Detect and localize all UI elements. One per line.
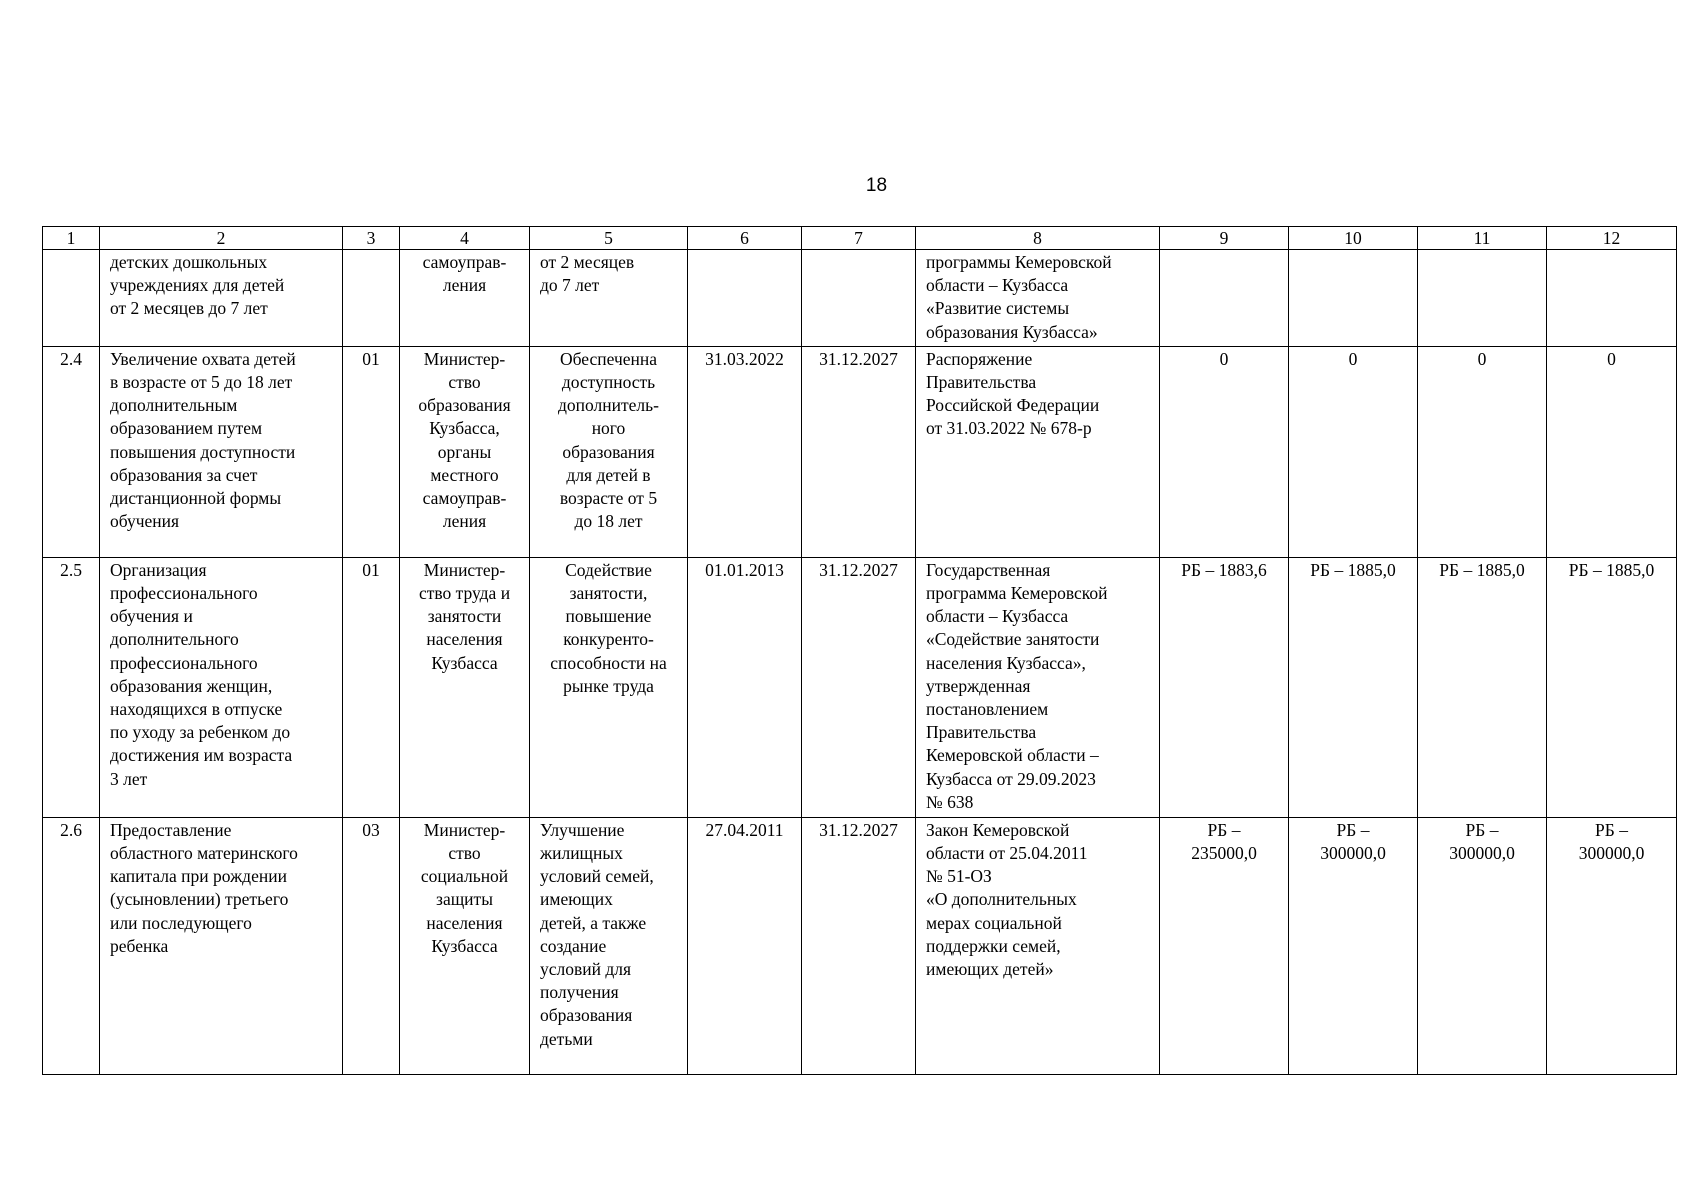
expected-result-cell: Обеспеченна доступность дополнитель- ного образования для детей в возрасте от 5 до 18 лет [530, 346, 688, 557]
funding-cell: РБ – 1885,0 [1418, 557, 1547, 817]
code-cell: 01 [343, 557, 400, 817]
column-number-cell: 9 [1160, 227, 1289, 250]
code-cell: 01 [343, 346, 400, 557]
start-date-cell [688, 250, 802, 347]
basis-document-cell: Закон Кемеровской области от 25.04.2011 № 51-ОЗ «О дополнительных мерах социальной поддержки семей, имеющих детей» [916, 817, 1160, 1074]
measure-name-cell: Предоставление областного материнского капитала при рождении (усыновлении) третьего или последующего ребенка [100, 817, 343, 1074]
table-row-2-6 [43, 817, 1677, 1074]
funding-cell: 0 [1160, 346, 1289, 557]
funding-cell: РБ – 1885,0 [1289, 557, 1418, 817]
measure-name-cell: Увеличение охвата детей в возрасте от 5 до 18 лет дополнительным образованием путем повышения доступности образования за счет дистанционной формы обучения [100, 346, 343, 557]
basis-document-cell: Распоряжение Правительства Российской Федерации от 31.03.2022 № 678-р [916, 346, 1160, 557]
funding-cell: РБ – 300000,0 [1289, 817, 1418, 1074]
funding-cell: РБ – 300000,0 [1418, 817, 1547, 1074]
column-number-cell: 2 [100, 227, 343, 250]
end-date-cell: 31.12.2027 [802, 817, 916, 1074]
basis-document-cell: программы Кемеровской области – Кузбасса «Развитие системы образования Кузбасса» [916, 250, 1160, 347]
end-date-cell: 31.12.2027 [802, 346, 916, 557]
column-number-cell: 11 [1418, 227, 1547, 250]
funding-cell: РБ – 1883,6 [1160, 557, 1289, 817]
item-number-cell: 2.4 [43, 346, 100, 557]
column-number-cell: 7 [802, 227, 916, 250]
expected-result-cell: от 2 месяцев до 7 лет [530, 250, 688, 347]
executor-cell: Министер- ство образования Кузбасса, органы местного самоуправ- ления [400, 346, 530, 557]
funding-cell: 0 [1289, 346, 1418, 557]
funding-cell: 0 [1547, 346, 1677, 557]
start-date-cell: 01.01.2013 [688, 557, 802, 817]
column-number-cell: 4 [400, 227, 530, 250]
funding-cell [1547, 250, 1677, 347]
funding-cell: РБ – 300000,0 [1547, 817, 1677, 1074]
column-number-cell: 6 [688, 227, 802, 250]
start-date-cell: 27.04.2011 [688, 817, 802, 1074]
column-number-cell: 10 [1289, 227, 1418, 250]
column-number-cell: 12 [1547, 227, 1677, 250]
end-date-cell [802, 250, 916, 347]
funding-cell [1160, 250, 1289, 347]
expected-result-cell: Улучшение жилищных условий семей, имеющих детей, а также создание условий для получения образования детьми [530, 817, 688, 1074]
executor-cell: самоуправ- ления [400, 250, 530, 347]
executor-cell: Министер- ство труда и занятости населения Кузбасса [400, 557, 530, 817]
funding-cell: 0 [1418, 346, 1547, 557]
column-number-cell: 3 [343, 227, 400, 250]
page-number: 18 [865, 175, 888, 196]
end-date-cell: 31.12.2027 [802, 557, 916, 817]
funding-cell: РБ – 235000,0 [1160, 817, 1289, 1074]
table-row-2-4 [43, 346, 1677, 557]
column-number-cell: 5 [530, 227, 688, 250]
measure-name-cell: Организация профессионального обучения и дополнительного профессионального образования женщин, находящихся в отпуске по уходу за ребенком до достижения им возраста 3 лет [100, 557, 343, 817]
start-date-cell: 31.03.2022 [688, 346, 802, 557]
funding-cell: РБ – 1885,0 [1547, 557, 1677, 817]
item-number-cell: 2.6 [43, 817, 100, 1074]
plan-table [42, 226, 1677, 1075]
code-cell: 03 [343, 817, 400, 1074]
funding-cell [1289, 250, 1418, 347]
executor-cell: Министер- ство социальной защиты населения Кузбасса [400, 817, 530, 1074]
item-number-cell: 2.5 [43, 557, 100, 817]
funding-cell [1418, 250, 1547, 347]
table-row-2-5 [43, 557, 1677, 817]
measure-name-cell: детских дошкольных учреждениях для детей от 2 месяцев до 7 лет [100, 250, 343, 347]
expected-result-cell: Содействие занятости, повышение конкуренто- способности на рынке труда [530, 557, 688, 817]
column-number-row [43, 227, 1677, 250]
column-number-cell: 1 [43, 227, 100, 250]
column-number-cell: 8 [916, 227, 1160, 250]
basis-document-cell: Государственная программа Кемеровской области – Кузбасса «Содействие занятости населения Кузбасса», утвержденная постановлением Правительства Кемеровской области – Кузбасса от 29.09.2023 № 638 [916, 557, 1160, 817]
code-cell [343, 250, 400, 347]
table-row-continuation [43, 250, 1677, 347]
item-number-cell [43, 250, 100, 347]
